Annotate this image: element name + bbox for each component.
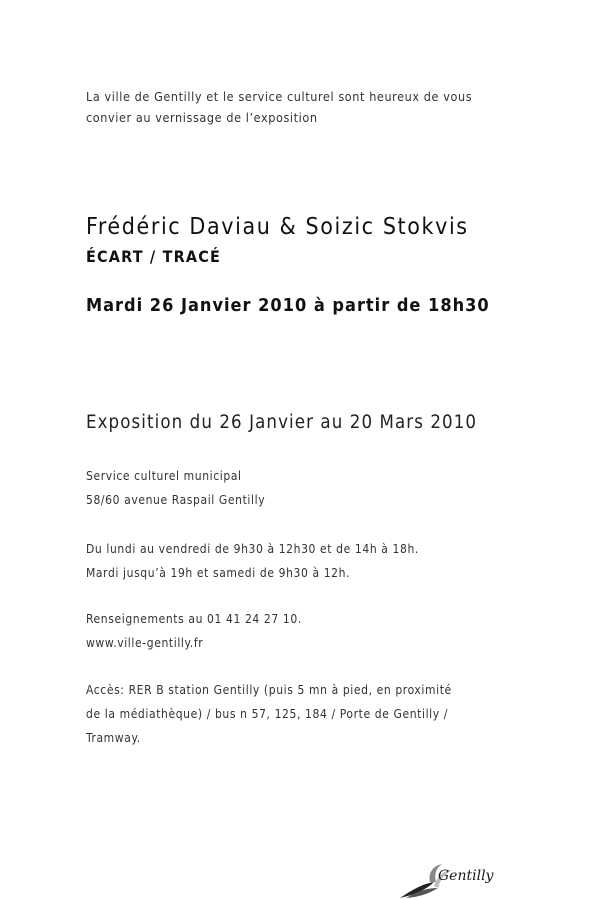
logo-text: Gentilly [438, 868, 494, 884]
exhibition-subtitle: ÉCART / TRACÉ [86, 247, 222, 266]
address-block [86, 464, 265, 512]
access-block [86, 678, 452, 750]
intro-line-2: convier au vernissage de l’exposition [86, 110, 318, 125]
intro-text [86, 86, 472, 128]
opening-date: Mardi 26 Janvier 2010 à partir de 18h30 [86, 295, 490, 316]
phone-text: Renseignements au 01 41 24 27 10. [86, 612, 302, 626]
gentilly-logo [398, 852, 538, 900]
hours-line-1: Du lundi au vendredi de 9h30 à 12h30 et de 14h à 18h. [86, 542, 419, 556]
intro-line-1: La ville de Gentilly et le service culturel sont heureux de vous [86, 89, 473, 104]
hours-line-2: Mardi jusqu’à 19h et samedi de 9h30 à 12h. [86, 566, 351, 580]
access-line-2: de la médiathèque) / bus n 57, 125, 184 / Porte de Gentilly / [86, 707, 449, 721]
hours-block [86, 537, 419, 585]
address-line-1: Service culturel municipal [86, 469, 242, 483]
address-line-2: 58/60 avenue Raspail Gentilly [86, 493, 266, 507]
info-block [86, 607, 302, 655]
artists-title: Frédéric Daviau & Soizic Stokvis [86, 214, 469, 240]
exhibition-dates: Exposition du 26 Janvier au 20 Mars 2010 [86, 412, 478, 433]
access-line-3: Tramway. [86, 731, 141, 745]
access-line-1: Accès: RER B station Gentilly (puis 5 mn à pied, en proximité [86, 683, 452, 697]
website-link[interactable]: www.ville-gentilly.fr [86, 636, 204, 650]
